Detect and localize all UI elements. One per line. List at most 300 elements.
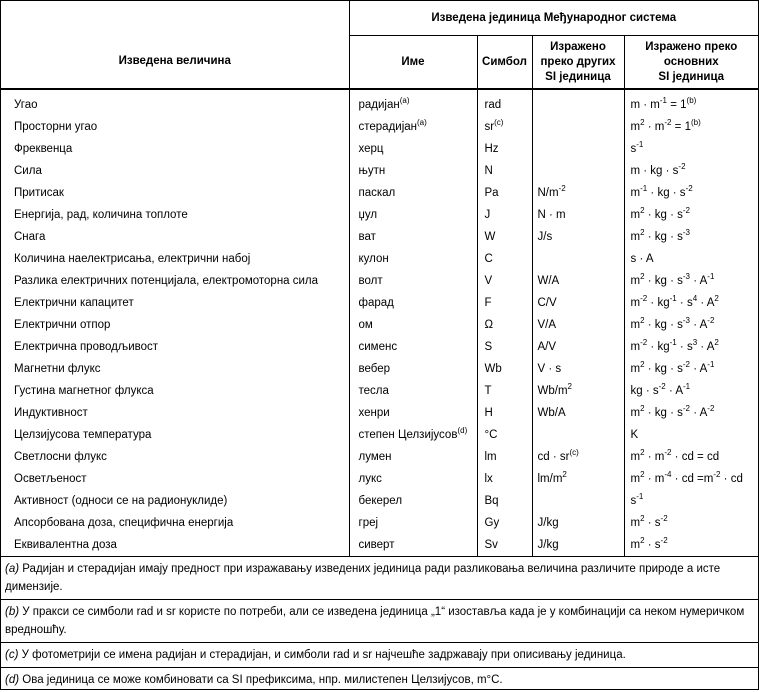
header-columns-row: [1, 36, 758, 90]
expression-part: N · m: [537, 209, 566, 221]
exponent: -1: [683, 382, 691, 392]
table-row: [1, 270, 758, 292]
expression-part: J/kg: [537, 517, 559, 529]
unit-name-cell: [349, 490, 477, 512]
table-row: [1, 534, 758, 556]
symbol-cell: [477, 468, 532, 490]
exponent: 2: [640, 448, 645, 458]
symbol-text: sr: [484, 121, 495, 133]
quantity-text: Индуктивност: [14, 407, 88, 419]
symbol-text: Sv: [484, 539, 498, 551]
unit-name-footnote-ref: (d): [457, 426, 468, 436]
exponent: 2: [714, 294, 719, 304]
expression-part: · cd = cd: [671, 451, 720, 463]
unit-name-text: херц: [358, 143, 384, 155]
unit-name-text: хенри: [358, 407, 390, 419]
expression-part: m: [630, 363, 641, 375]
symbol-cell: [477, 160, 532, 182]
header-other-line2: преко других: [540, 55, 616, 68]
unit-name-cell: [349, 314, 477, 336]
quantity-text: Угао: [14, 99, 38, 111]
expression-part: A/V: [537, 341, 557, 353]
exponent: -2: [664, 118, 672, 128]
exponent: (b): [686, 96, 697, 106]
expression-part: m · kg · s: [630, 165, 679, 177]
unit-name-cell: [349, 358, 477, 380]
unit-name-text: ом: [358, 319, 373, 331]
unit-name-text: стерадијан: [358, 121, 418, 133]
exponent: -1: [669, 338, 677, 348]
expression-part: · A: [690, 275, 708, 287]
exponent: 2: [640, 470, 645, 480]
quantity-cell: [1, 292, 349, 314]
expression-part: J/s: [537, 231, 553, 243]
expression-part: · s: [644, 539, 661, 551]
unit-name-text: паскал: [358, 187, 396, 199]
quantity-cell: [1, 424, 349, 446]
quantity-cell: [1, 160, 349, 182]
other-si-expression-cell: [532, 358, 624, 380]
other-si-expression-cell: [532, 89, 624, 116]
quantity-text: Фреквенца: [14, 143, 73, 155]
base-si-expression-cell: [624, 446, 758, 468]
base-si-expression-cell: [624, 512, 758, 534]
exponent: (c): [569, 448, 579, 458]
base-si-expression-cell: [624, 204, 758, 226]
quantity-cell: [1, 336, 349, 358]
quantity-text: Електрични капацитет: [14, 297, 134, 309]
expression-part: s: [630, 495, 637, 507]
quantity-cell: [1, 468, 349, 490]
symbol-cell: [477, 314, 532, 336]
other-si-expression-cell: [532, 336, 624, 358]
symbol-text: Bq: [484, 495, 499, 507]
table-row: [1, 424, 758, 446]
expression-part: · kg · s: [644, 275, 683, 287]
expression-part: m: [630, 473, 641, 485]
other-si-expression-cell: [532, 446, 624, 468]
header-base-line1: Изражено преко: [645, 40, 738, 53]
quantity-text: Електрична проводљивост: [14, 341, 159, 353]
quantity-cell: [1, 446, 349, 468]
exponent: -2: [682, 206, 691, 216]
expression-part: · m: [644, 451, 665, 463]
table-row: [1, 138, 758, 160]
symbol-cell: [477, 270, 532, 292]
derived-units-table: [1, 1, 758, 556]
symbol-text: rad: [484, 99, 502, 111]
exponent: -2: [713, 470, 721, 480]
quantity-text: Количина наелектрисања, електрични набој: [14, 253, 251, 265]
quantity-cell: [1, 314, 349, 336]
quantity-text: Осветљеност: [14, 473, 87, 485]
table-row: [1, 292, 758, 314]
other-si-expression-cell: [532, 160, 624, 182]
exponent: -1: [659, 96, 668, 106]
unit-name-cell: [349, 226, 477, 248]
unit-name-text: ват: [358, 231, 376, 243]
header-group-row: [1, 1, 758, 36]
other-si-expression-cell: [532, 292, 624, 314]
unit-name-text: сиверт: [358, 539, 395, 551]
base-si-expression-cell: [624, 89, 758, 116]
expression-part: · s: [676, 341, 693, 353]
table-row: [1, 182, 758, 204]
table-row: [1, 314, 758, 336]
exponent: -3: [682, 316, 691, 326]
quantity-text: Целзијусова температура: [14, 429, 152, 441]
expression-part: s: [630, 143, 637, 155]
exponent: 2: [640, 514, 645, 524]
symbol-text: °C: [484, 429, 498, 441]
base-si-expression-cell: [624, 138, 758, 160]
expression-part: · kg · s: [644, 407, 683, 419]
quantity-cell: [1, 226, 349, 248]
expression-part: · kg: [647, 297, 670, 309]
exponent: -3: [682, 272, 691, 282]
unit-name-cell: [349, 138, 477, 160]
symbol-cell: [477, 490, 532, 512]
symbol-cell: [477, 358, 532, 380]
header-quantity: Изведена величина: [1, 36, 349, 90]
symbol-footnote-ref: (c): [494, 118, 504, 128]
expression-part: C/V: [537, 297, 557, 309]
other-si-expression-cell: [532, 380, 624, 402]
symbol-text: V: [484, 275, 493, 287]
expression-part: m: [630, 451, 641, 463]
expression-part: Wb/m: [537, 385, 568, 397]
table-row: [1, 89, 758, 116]
unit-name-text: џул: [358, 209, 378, 221]
footnotes: [1, 556, 758, 692]
symbol-text: J: [484, 209, 491, 221]
symbol-text: N: [484, 165, 493, 177]
base-si-expression-cell: [624, 182, 758, 204]
unit-name-cell: [349, 160, 477, 182]
exponent: (b): [691, 118, 701, 128]
symbol-text: H: [484, 407, 493, 419]
table-row: [1, 512, 758, 534]
footnote: [1, 600, 758, 643]
unit-name-footnote-ref: (a): [399, 96, 410, 106]
header-other-line3: SI јединица: [545, 70, 611, 83]
unit-name-text: лукс: [358, 473, 382, 485]
footnote: [1, 643, 758, 668]
expression-part: J/kg: [537, 539, 559, 551]
symbol-cell: [477, 402, 532, 424]
exponent: 2: [640, 272, 645, 282]
quantity-text: Густина магнетног флукса: [14, 385, 154, 397]
expression-part: m: [630, 407, 641, 419]
footnote-text: Радијан и стерадијан имају предност при изражавању изведених јединица ради разликовања величина различите природе а исте димензије.: [5, 563, 721, 593]
table-row: [1, 468, 758, 490]
other-si-expression-cell: [532, 402, 624, 424]
expression-part: m · m: [630, 99, 660, 111]
exponent: 2: [567, 382, 572, 392]
unit-name-cell: [349, 89, 477, 116]
symbol-text: C: [484, 253, 493, 265]
unit-name-cell: [349, 292, 477, 314]
unit-name-text: вебер: [358, 363, 390, 375]
base-si-expression-cell: [624, 292, 758, 314]
symbol-text: Ω: [484, 319, 494, 331]
quantity-cell: [1, 402, 349, 424]
exponent: 2: [640, 206, 645, 216]
quantity-cell: [1, 138, 349, 160]
exponent: 2: [640, 360, 645, 370]
exponent: -2: [682, 360, 691, 370]
expression-part: kg · s: [630, 385, 659, 397]
base-si-expression-cell: [624, 336, 758, 358]
expression-part: m: [630, 187, 641, 199]
other-si-expression-cell: [532, 534, 624, 556]
expression-part: · A: [690, 407, 708, 419]
symbol-text: Wb: [484, 363, 502, 375]
base-si-expression-cell: [624, 534, 758, 556]
base-si-expression-cell: [624, 314, 758, 336]
table-row: [1, 116, 758, 138]
symbol-cell: [477, 336, 532, 358]
other-si-expression-cell: [532, 314, 624, 336]
expression-part: · A: [697, 341, 715, 353]
exponent: 3: [692, 338, 698, 348]
exponent: -2: [682, 404, 691, 414]
other-si-expression-cell: [532, 490, 624, 512]
footnote: [1, 557, 758, 600]
other-si-expression-cell: [532, 204, 624, 226]
unit-name-text: лумен: [358, 451, 392, 463]
expression-part: m: [630, 231, 641, 243]
expression-part: cd · sr: [537, 451, 570, 463]
quantity-text: Еквивалентна доза: [14, 539, 117, 551]
expression-part: V/A: [537, 319, 557, 331]
quantity-cell: [1, 116, 349, 138]
other-si-expression-cell: [532, 270, 624, 292]
header-symbol: Симбол: [477, 36, 532, 90]
header-other-line1: Изражено: [550, 40, 606, 53]
expression-part: N/m: [537, 187, 559, 199]
exponent: -1: [707, 360, 715, 370]
exponent: 2: [714, 338, 719, 348]
base-si-expression-cell: [624, 226, 758, 248]
table-body: [1, 89, 758, 556]
symbol-text: Gy: [484, 517, 500, 529]
unit-name-cell: [349, 534, 477, 556]
quantity-text: Енергија, рад, количина топлоте: [14, 209, 188, 221]
expression-part: V · s: [537, 363, 562, 375]
table-row: [1, 358, 758, 380]
expression-part: m: [630, 539, 641, 551]
symbol-cell: [477, 138, 532, 160]
expression-part: · A: [690, 363, 708, 375]
footnote-text: Ова јединица се може комбиновати са SI префиксима, нпр. милистепен Целзијусов, m°C.: [22, 674, 503, 686]
base-si-expression-cell: [624, 270, 758, 292]
expression-part: · kg · s: [644, 209, 683, 221]
expression-part: · kg · s: [644, 231, 683, 243]
footnote-text: У пракси се симболи rad и sr користе по потреби, али се изведена јединица „1“ изоставља када је у комбинацији са неком нумеричком вредношћу.: [5, 606, 745, 636]
header-group-title: Изведена јединица Међународног система: [349, 1, 758, 36]
footnote-text: У фотометрији се имена радијан и стерадијан, и симболи rad и sr најчешће задржавају при описивању јединица.: [21, 649, 626, 661]
expression-part: s · A: [630, 253, 654, 265]
symbol-cell: [477, 248, 532, 270]
table-row: [1, 204, 758, 226]
base-si-expression-cell: [624, 116, 758, 138]
exponent: 2: [640, 316, 645, 326]
header-base-si: [624, 36, 758, 90]
symbol-text: Hz: [484, 143, 499, 155]
unit-name-cell: [349, 248, 477, 270]
other-si-expression-cell: [532, 512, 624, 534]
expression-part: m: [630, 275, 641, 287]
expression-part: m: [630, 517, 641, 529]
expression-part: lm/m: [537, 473, 563, 485]
quantity-text: Апсорбована доза, специфична енергија: [14, 517, 234, 529]
expression-part: · s: [676, 297, 693, 309]
expression-part: · kg · s: [644, 319, 683, 331]
expression-part: · cd: [720, 473, 743, 485]
symbol-text: W: [484, 231, 496, 243]
base-si-expression-cell: [624, 380, 758, 402]
expression-part: Wb/A: [537, 407, 566, 419]
expression-part: m: [630, 121, 641, 133]
symbol-cell: [477, 380, 532, 402]
base-si-expression-cell: [624, 402, 758, 424]
unit-name-text: бекерел: [358, 495, 403, 507]
exponent: -2: [640, 338, 648, 348]
symbol-text: S: [484, 341, 493, 353]
other-si-expression-cell: [532, 226, 624, 248]
exponent: 2: [640, 228, 645, 238]
exponent: -2: [660, 514, 668, 524]
symbol-text: Pa: [484, 187, 499, 199]
quantity-text: Светлосни флукс: [14, 451, 107, 463]
table-row: [1, 160, 758, 182]
quantity-cell: [1, 182, 349, 204]
other-si-expression-cell: [532, 468, 624, 490]
other-si-expression-cell: [532, 424, 624, 446]
expression-part: = 1: [671, 121, 691, 133]
exponent: -2: [660, 536, 668, 546]
other-si-expression-cell: [532, 182, 624, 204]
footnote-label: (a): [5, 563, 20, 575]
exponent: -4: [664, 470, 672, 480]
unit-name-text: тесла: [358, 385, 389, 397]
table-row: [1, 226, 758, 248]
base-si-expression-cell: [624, 468, 758, 490]
quantity-cell: [1, 534, 349, 556]
symbol-text: F: [484, 297, 492, 309]
quantity-text: Притисак: [14, 187, 64, 199]
unit-name-cell: [349, 204, 477, 226]
footnote-label: (c): [5, 649, 19, 661]
unit-name-text: греј: [358, 517, 379, 529]
unit-name-cell: [349, 116, 477, 138]
unit-name-cell: [349, 380, 477, 402]
table-row: [1, 490, 758, 512]
symbol-cell: [477, 424, 532, 446]
unit-name-footnote-ref: (a): [417, 118, 427, 128]
expression-part: · m: [644, 121, 665, 133]
unit-name-text: фарад: [358, 297, 394, 309]
unit-name-cell: [349, 270, 477, 292]
exponent: -2: [640, 294, 648, 304]
table-row: [1, 446, 758, 468]
expression-part: m: [630, 319, 641, 331]
other-si-expression-cell: [532, 138, 624, 160]
exponent: -2: [678, 162, 686, 172]
other-si-expression-cell: [532, 116, 624, 138]
table-row: [1, 336, 758, 358]
expression-part: · kg: [647, 341, 670, 353]
unit-name-text: кулон: [358, 253, 389, 265]
unit-name-cell: [349, 402, 477, 424]
base-si-expression-cell: [624, 358, 758, 380]
quantity-cell: [1, 512, 349, 534]
header-name: Име: [349, 36, 477, 90]
symbol-cell: [477, 292, 532, 314]
unit-name-cell: [349, 336, 477, 358]
unit-name-cell: [349, 424, 477, 446]
symbol-cell: [477, 204, 532, 226]
expression-part: m: [630, 341, 641, 353]
quantity-cell: [1, 204, 349, 226]
expression-part: · A: [665, 385, 684, 397]
quantity-text: Магнетни флукс: [14, 363, 101, 375]
quantity-cell: [1, 270, 349, 292]
exponent: 4: [692, 294, 698, 304]
symbol-text: T: [484, 385, 492, 397]
exponent: -2: [558, 184, 566, 194]
header-base-line2: основних: [663, 55, 719, 68]
expression-part: = 1: [667, 99, 687, 111]
exponent: -2: [707, 404, 715, 414]
expression-part: · A: [690, 319, 708, 331]
quantity-cell: [1, 358, 349, 380]
other-si-expression-cell: [532, 248, 624, 270]
symbol-cell: [477, 182, 532, 204]
expression-part: m: [630, 209, 641, 221]
quantity-cell: [1, 490, 349, 512]
quantity-text: Сила: [14, 165, 42, 177]
exponent: 2: [640, 536, 645, 546]
exponent: -2: [685, 184, 693, 194]
exponent: -1: [707, 272, 715, 282]
exponent: -2: [658, 382, 666, 392]
expression-part: · cd =m: [671, 473, 714, 485]
footnote-label: (b): [5, 606, 20, 618]
quantity-text: Разлика електричних потенцијала, електромоторна сила: [14, 275, 319, 287]
exponent: -2: [664, 448, 672, 458]
exponent: -1: [636, 140, 644, 150]
exponent: 2: [562, 470, 567, 480]
expression-part: · kg · s: [644, 363, 683, 375]
unit-name-text: сименс: [358, 341, 398, 353]
exponent: 2: [640, 404, 645, 414]
expression-part: W/A: [537, 275, 560, 287]
header-base-line3: SI јединица: [658, 70, 725, 83]
unit-name-text: степен Целзијусов: [358, 429, 458, 441]
table-row: [1, 248, 758, 270]
base-si-expression-cell: [624, 490, 758, 512]
quantity-cell: [1, 248, 349, 270]
quantity-text: Активност (односи се на радионуклиде): [14, 495, 228, 507]
symbol-cell: [477, 512, 532, 534]
symbol-text: lx: [484, 473, 493, 485]
symbol-cell: [477, 446, 532, 468]
symbol-text: lm: [484, 451, 497, 463]
unit-name-cell: [349, 512, 477, 534]
exponent: -1: [669, 294, 677, 304]
